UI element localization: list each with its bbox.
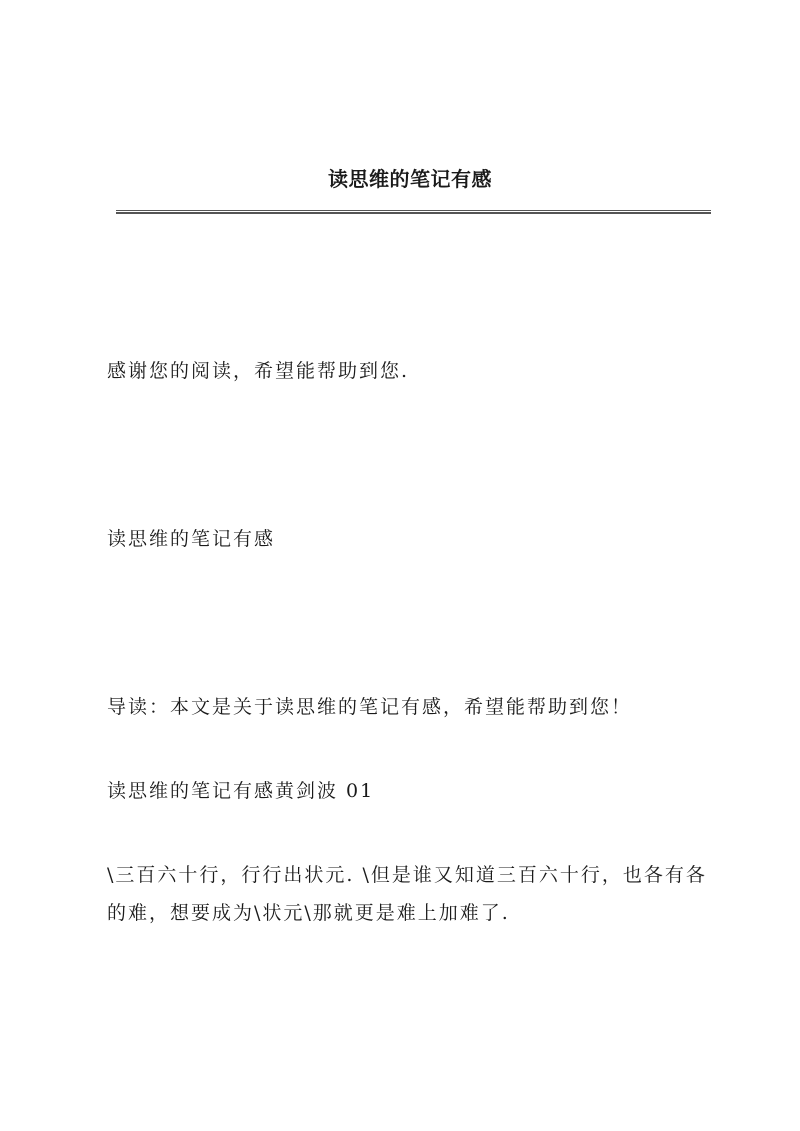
- paragraph-title: 读思维的笔记有感: [107, 528, 276, 550]
- header-divider: [116, 210, 711, 214]
- page-header-title: 读思维的笔记有感: [328, 167, 492, 191]
- paragraph-body: \三百六十行，行行出状元. \但是谁又知道三百六十行，也各有各的难，想要成为\状元\那就更是难上加难了.: [107, 864, 707, 924]
- paragraph-subtitle: 读思维的笔记有感黄剑波 01: [107, 780, 375, 802]
- paragraph-intro: 导读：本文是关于读思维的笔记有感，希望能帮助到您！: [107, 696, 633, 718]
- paragraph-thanks: 感谢您的阅读，希望能帮助到您.: [107, 360, 410, 382]
